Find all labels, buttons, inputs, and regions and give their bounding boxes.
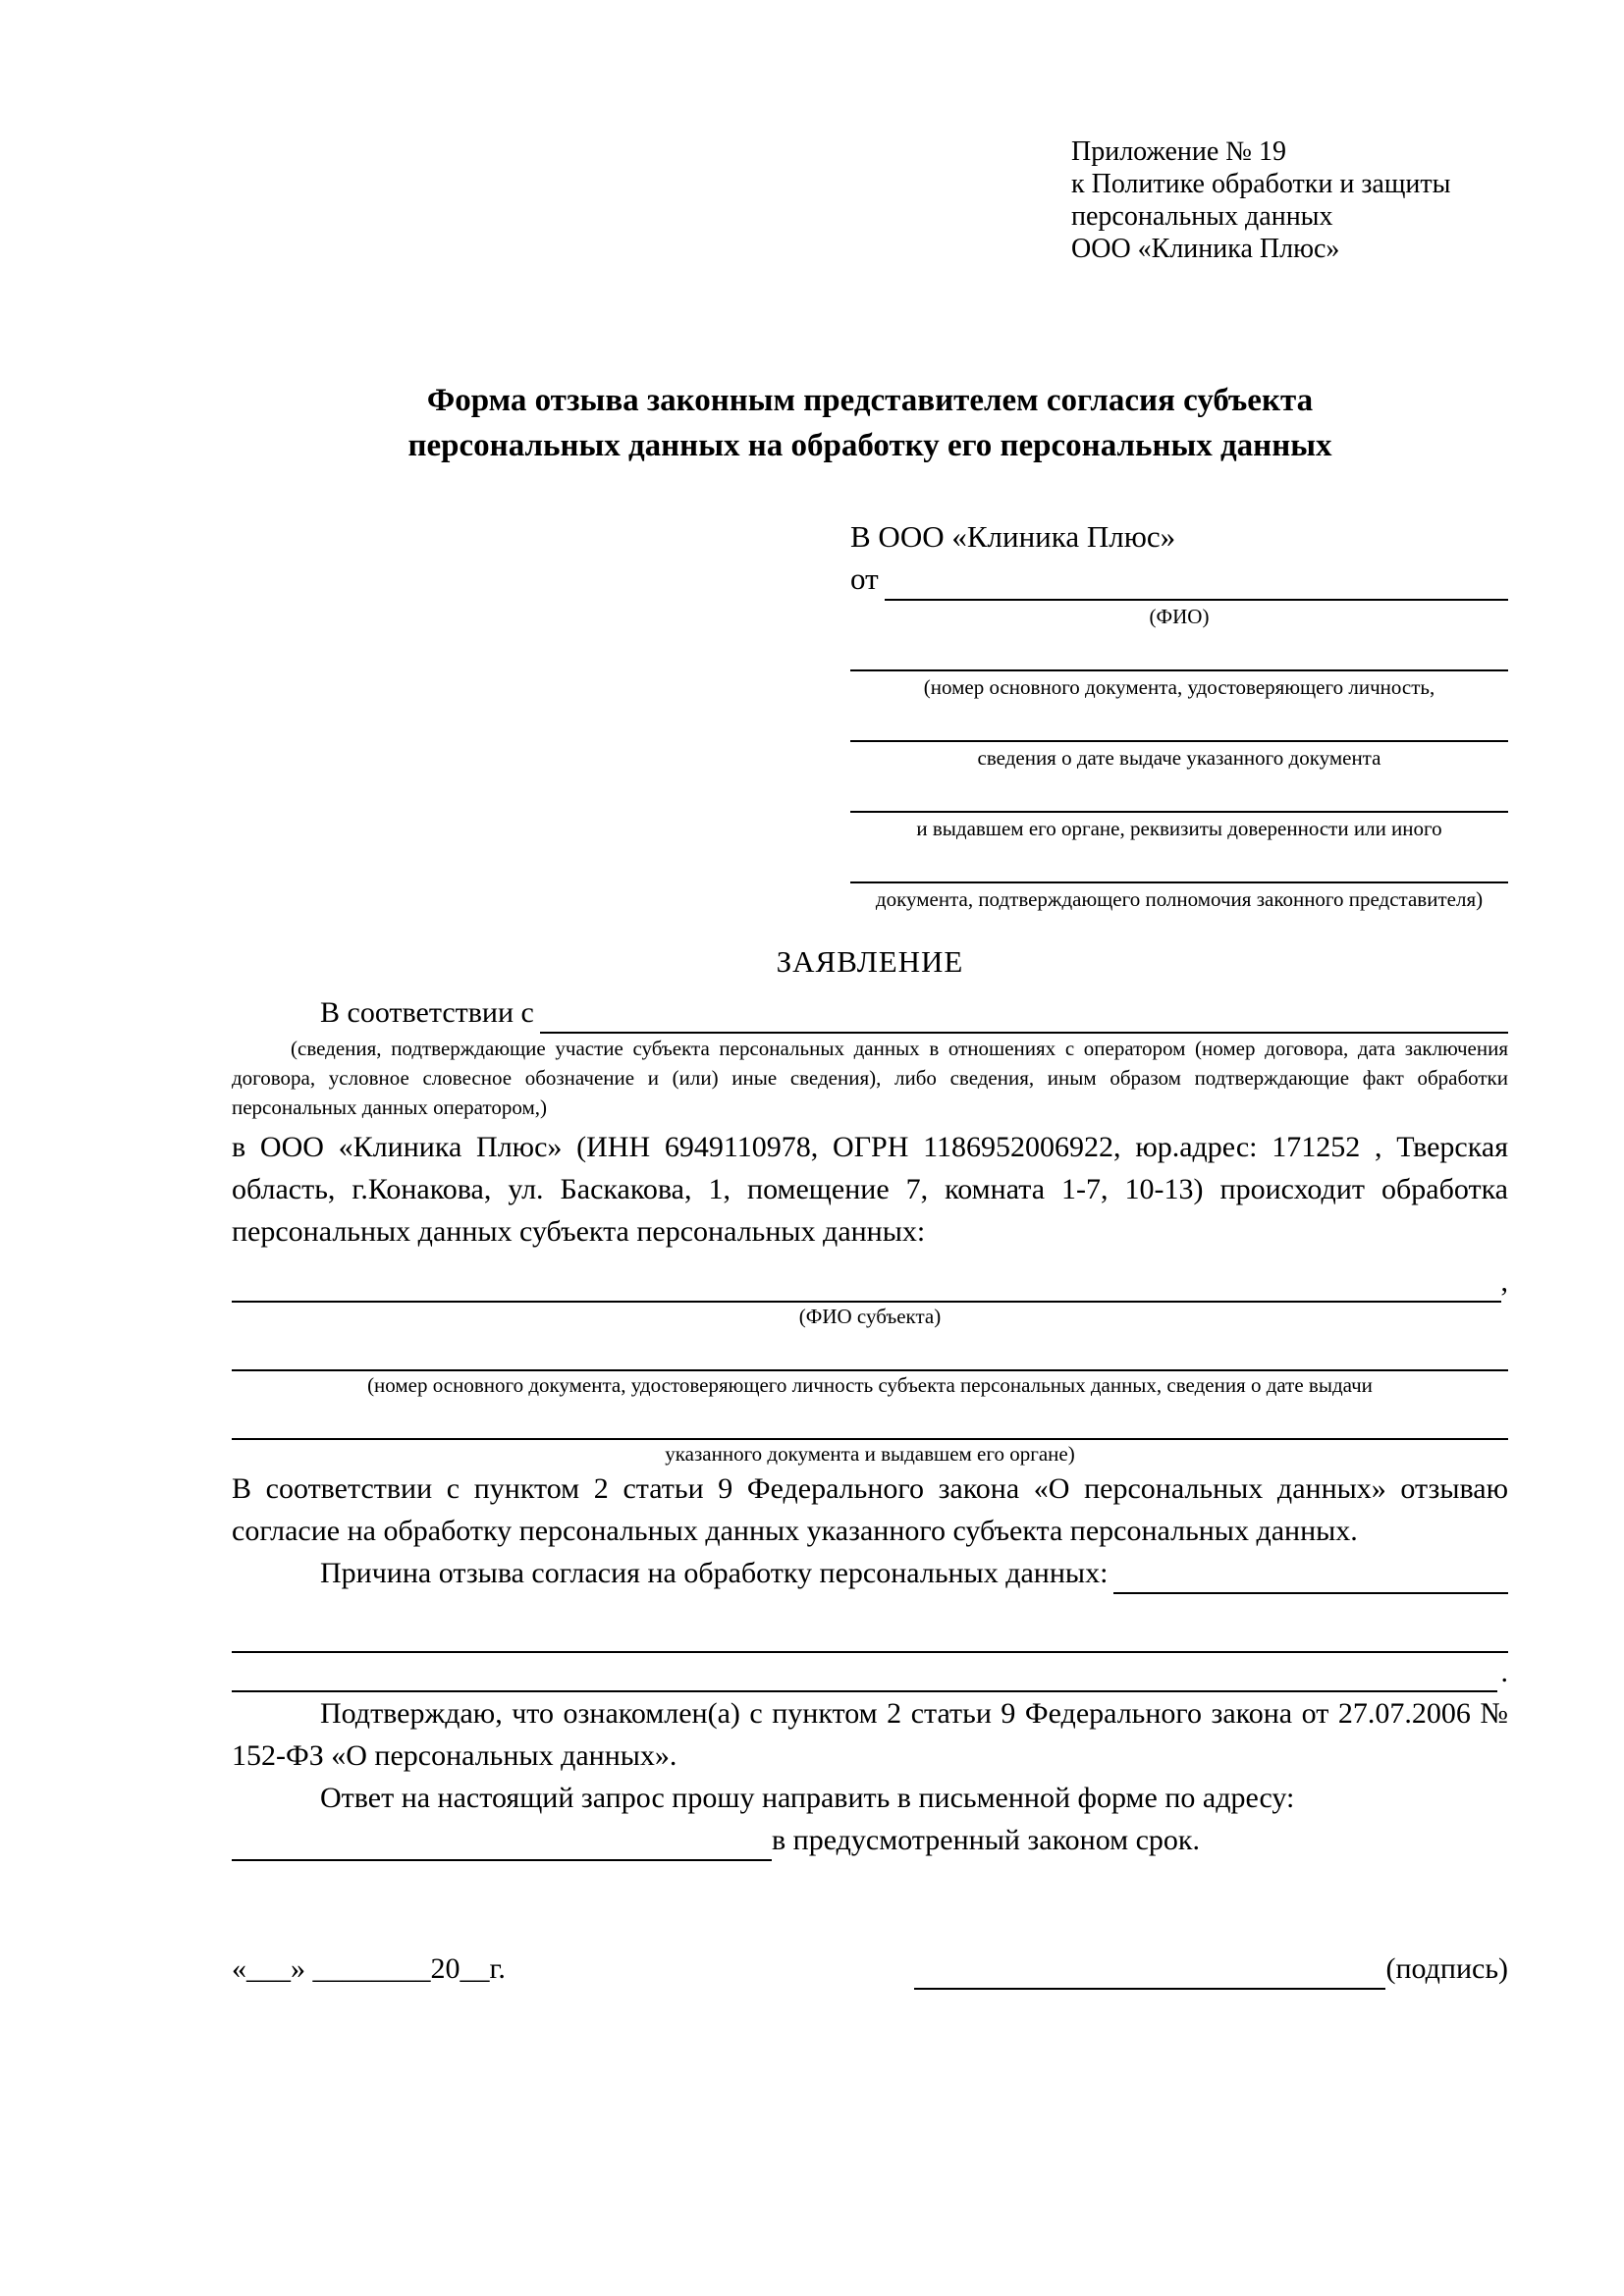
date-line: «___» ________20__г. xyxy=(232,1951,506,1985)
document-title xyxy=(232,378,1508,468)
intro-row xyxy=(232,991,1508,1034)
document-field-caption: и выдавшем его органе, реквизиты доверенности или иного xyxy=(916,816,1442,840)
document-field-line xyxy=(850,842,1508,883)
annex-header-line: к Политике обработки и защиты xyxy=(1071,169,1451,199)
document-field-line xyxy=(850,701,1508,742)
reason-blank-line xyxy=(232,1658,1497,1692)
reason-blank-line xyxy=(232,1614,1508,1653)
document-field-group xyxy=(850,630,1508,701)
subject-fio-row xyxy=(232,1260,1508,1303)
operator-paragraph: в ООО «Клиника Плюс» (ИНН 6949110978, ОГРН 1186952006922, юр.адрес: 171252 , Тверская область, г.Конакова, ул. Баскакова, 1, помещение 7, комната 1-7, 10-13) происходит обработка персональных данных субъекта персональных данных: xyxy=(232,1130,1508,1248)
from-field-row xyxy=(850,558,1508,600)
subject-line-comma: , xyxy=(1500,1264,1508,1298)
subject-fio-line xyxy=(232,1268,1501,1303)
statement-heading: ЗАЯВЛЕНИЕ xyxy=(776,943,964,979)
from-label: от xyxy=(850,561,879,597)
document-field-line xyxy=(850,772,1508,813)
subject-doc-line xyxy=(232,1399,1508,1440)
reply-paragraph: Ответ на настоящий запрос прошу направить в письменной форме по адресу: xyxy=(320,1781,1295,1814)
subject-doc-line xyxy=(232,1330,1508,1371)
document-title-line2: персональных данных на обработку его персональных данных xyxy=(407,428,1332,463)
blank-line-period: . xyxy=(1500,1655,1508,1688)
addressee-block xyxy=(850,515,1508,913)
reason-blank-line-row xyxy=(232,1653,1508,1692)
reason-label: Причина отзыва согласия на обработку персональных данных: xyxy=(320,1556,1109,1589)
annex-header-line: Приложение № 19 xyxy=(1071,136,1286,167)
subject-doc-field-group xyxy=(232,1399,1508,1468)
intro-field-line xyxy=(540,999,1508,1034)
annex-header xyxy=(1071,135,1508,265)
signature-block xyxy=(914,1948,1508,1990)
annex-header-line: ООО «Клиника Плюс» xyxy=(1071,234,1340,264)
annex-header-line: персональных данных xyxy=(1071,201,1333,232)
subject-doc-caption: (номер основного документа, удостоверяющего личность субъекта персональных данных, сведения о дате выдачи xyxy=(367,1372,1373,1397)
withdrawal-paragraph: В соответствии с пунктом 2 статьи 9 Федерального закона «О персональных данных» отзываю согласие на обработку персональных данных указанного субъекта персональных данных. xyxy=(232,1471,1508,1547)
signature-line xyxy=(914,1955,1385,1990)
fio-caption: (ФИО) xyxy=(1149,604,1210,628)
document-field-group xyxy=(850,701,1508,772)
footer-row xyxy=(232,1948,1508,1990)
document-field-caption: сведения о дате выдаче указанного документа xyxy=(977,745,1381,770)
subject-fio-caption: (ФИО субъекта) xyxy=(798,1304,942,1328)
reply-address-row xyxy=(232,1819,1508,1861)
signature-caption: (подпись) xyxy=(1385,1951,1508,1985)
document-field-group xyxy=(850,772,1508,842)
from-field-line xyxy=(885,565,1508,601)
reply-address-line xyxy=(232,1827,772,1861)
document-field-caption: (номер основного документа, удостоверяющего личность, xyxy=(923,674,1435,699)
document-field-caption: документа, подтверждающего полномочия законного представителя) xyxy=(875,886,1484,911)
reason-field-line xyxy=(1113,1560,1508,1594)
document-title-line1: Форма отзыва законным представителем согласия субъекта xyxy=(426,383,1314,418)
document-field-group xyxy=(850,842,1508,913)
addressee-to: В ООО «Клиника Плюс» xyxy=(850,519,1176,554)
confirm-paragraph: Подтверждаю, что ознакомлен(а) с пунктом 2 статьи 9 Федерального закона от 27.07.2006 № 152-ФЗ «О персональных данных». xyxy=(232,1696,1508,1772)
reply-suffix: в предусмотренный законом срок. xyxy=(772,1823,1200,1856)
document-field-line xyxy=(850,630,1508,671)
reason-row xyxy=(232,1552,1508,1594)
fine-print-note: (сведения, подтверждающие участие субъекта персональных данных в отношениях с оператором (номер договора, дата заключения договора, условное словесное обозначение и (или) иные сведения), либо сведения, иным образом подтверждающие факт обработки персональных данных оператором,) xyxy=(232,1036,1508,1119)
intro-label: В соответствии с xyxy=(320,995,534,1029)
subject-doc-field-group xyxy=(232,1330,1508,1399)
subject-doc-caption: указанного документа и выдавшем его органе) xyxy=(665,1441,1075,1466)
